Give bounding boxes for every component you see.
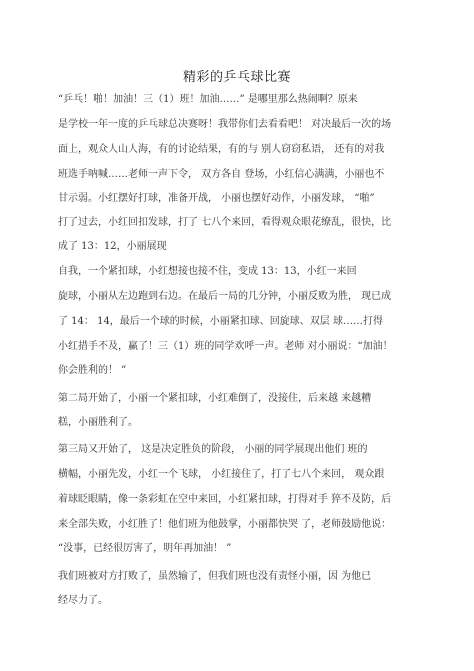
body-line: 了 14： 14，最后一个球的时候，小丽紧扣球、回旋球、双层 球……打得 xyxy=(58,316,383,327)
body-line: 是学校一年一度的乒乓球总决赛呀！我带你们去看看吧！ 对决最后一次的场 xyxy=(58,119,392,130)
body-line: “乒乓！啪！加油！三（1）班！加油……” 是哪里那么热闹啊？原来 xyxy=(58,94,358,105)
body-line: 来全部失败，小红胜了！他们班为他鼓掌，小丽都快哭 了，老师鼓励他说： xyxy=(58,519,392,530)
page-title: 精彩的乒乓球比赛 xyxy=(182,70,291,85)
body-line: 小红措手不及，赢了！三（1）班的同学欢呼一声。老师 对小丽说：“加油！ xyxy=(58,341,393,352)
body-line: 着球眨眼睛，像一条彩虹在空中来回，小红紧扣球，打得对手 猝不及防，后 xyxy=(58,494,392,505)
body-line: 第二局开始了，小丽一个紧扣球，小红难倒了，没接住，后来越 来越糟 xyxy=(58,393,372,404)
body-line: 你会胜利的！ ” xyxy=(58,365,127,376)
body-line: 旋球，小丽从左边跑到右边。在最后一局的几分钟，小丽反败为胜， 现已成 xyxy=(58,291,392,302)
body-line: 自我，一个紧扣球，小红想接也接不住，变成 13：13，小红一来回 xyxy=(58,266,357,277)
body-line: 成了 13：12，小丽展现 xyxy=(58,241,167,252)
body-line: 班选手呐喊……老师一声下令， 双方各自 登场，小红信心满满，小丽也不 xyxy=(58,169,385,180)
body-line: 经尽力了。 xyxy=(58,595,108,606)
body-line: 面上，观众人山人海，有的讨论结果，有的与 别人窃窃私语， 还有的对我 xyxy=(58,144,385,155)
body-line: 第三局又开始了， 这是决定胜负的阶段， 小丽的同学展现出他们 班的 xyxy=(58,444,368,455)
body-line: 糕，小丽胜利了。 xyxy=(58,417,138,428)
body-line: 我们班被对方打败了，虽然输了，但我们班也没有责怪小丽，因 为他已 xyxy=(58,571,372,582)
body-line: 打了过去，小红回扣发球，打了 七八个来回，看得观众眼花缭乱，很快，比 xyxy=(58,217,392,228)
body-line: 甘示弱。小红摆好打球，准备开战， 小丽也摆好动作，小丽发球， “啪” xyxy=(58,193,375,204)
body-line: “没事，已经很厉害了，明年再加油！ ” xyxy=(58,543,232,554)
body-line: 横幅，小丽先发，小红一个飞球， 小红接住了，打了七八个来回， 观众跟 xyxy=(58,469,385,480)
